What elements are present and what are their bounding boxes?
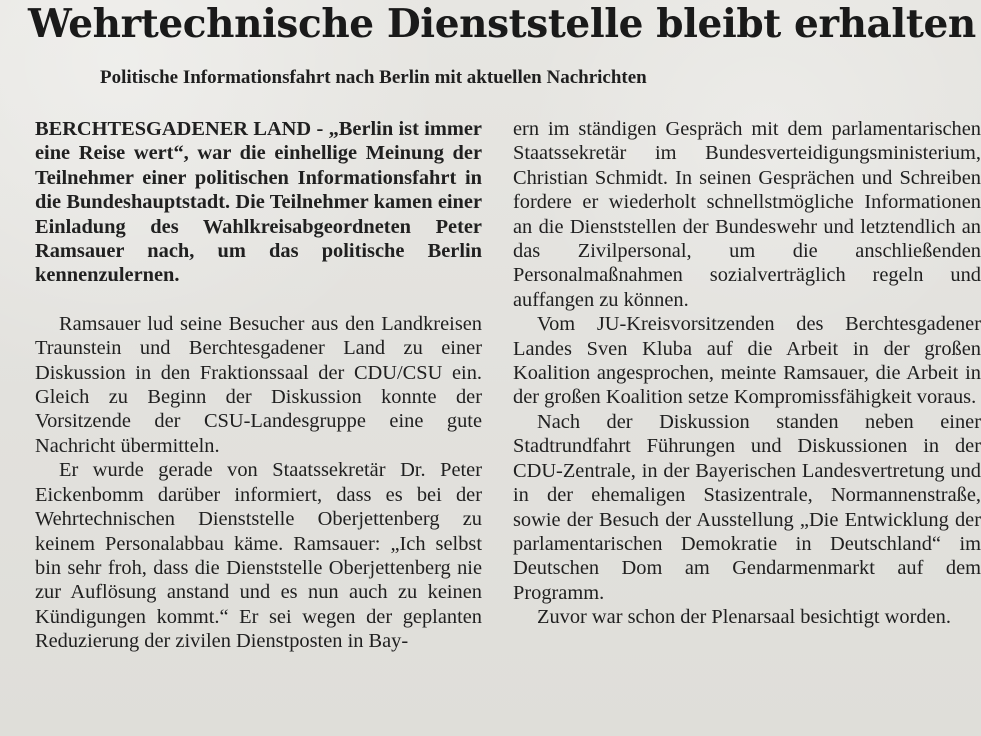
lead-paragraph: [35, 117, 482, 288]
body-paragraph-4: Vom JU-Kreisvorsitzenden des Berchtesgadener Landes Sven Kluba auf die Arbeit in der großen Koalition angesprochen, meinte Ramsauer, die Arbeit in der großen Koalition setze Kompromissfähigkeit voraus.: [513, 313, 981, 409]
column-right: [513, 117, 981, 630]
dateline: BERCHTESGADENER LAND -: [35, 118, 329, 140]
subheadline: Politische Informationsfahrt nach Berlin mit aktuellen Nachrichten: [100, 67, 647, 88]
body-paragraph-1: Ramsauer lud seine Besucher aus den Landkreisen Traunstein und Berchtesgadener Land zu einer Diskussion in den Fraktionssaal der CDU/CSU ein. Gleich zu Beginn der Diskussion konnte der Vorsitzende der CSU-Landesgruppe eine gute Nachricht übermitteln.: [35, 312, 482, 457]
lead-text: „Berlin ist immer eine Reise wert“, war die einhellige Meinung der Teilnehmer einer politischen Informationsfahrt in die Bundeshauptstadt. Die Teilnehmer kamen einer Einladung des Wahlkreisabgeordneten Peter Ramsauer nach, um das politische Berlin kennenzulernen.: [35, 118, 482, 287]
body-paragraph-2: Er wurde gerade von Staatssekretär Dr. Peter Eickenbomm darüber informiert, dass es bei der Wehrtechnischen Dienststelle Oberjettenberg zu keinem Personalabbau käme. Ramsauer: „Ich selbst bin sehr froh, dass die Dienststelle Oberjettenberg nie zur Auflösung anstand und es nun auch zu keinen Kündigungen kommt.“ Er sei wegen der geplanten Reduzierung der zivilen Dienstposten in Bay-: [35, 459, 482, 653]
body-paragraph-6: Zuvor war schon der Plenarsaal besichtigt worden.: [537, 606, 951, 629]
paragraph-gap: [35, 288, 482, 312]
headline: Wehrtechnische Dienststelle bleibt erhalten: [28, 1, 976, 47]
column-left: [35, 117, 482, 654]
body-paragraph-3: ern im ständigen Gespräch mit dem parlamentarischen Staatssekretär im Bundesverteidigungsministerium, Christian Schmidt. In seinen Gesprächen und Schreiben fordere er wiederholt schnellstmögliche Informationen an die Dienststellen der Bundeswehr und letztendlich an das Zivilpersonal, um die anschließenden Personalmaßnahmen sozialverträglich regeln und auffangen zu können.: [513, 118, 981, 311]
body-paragraph-5: Nach der Diskussion standen neben einer Stadtrundfahrt Führungen und Diskussionen in der CDU-Zentrale, in der Bayerischen Landesvertretung und in der ehemaligen Stasizentrale, Normannenstraße, sowie der Besuch der Ausstellung „Die Entwicklung der parlamentarischen Demokratie in Deutschland“ im Deutschen Dom am Gendarmenmarkt auf dem Programm.: [513, 410, 981, 604]
